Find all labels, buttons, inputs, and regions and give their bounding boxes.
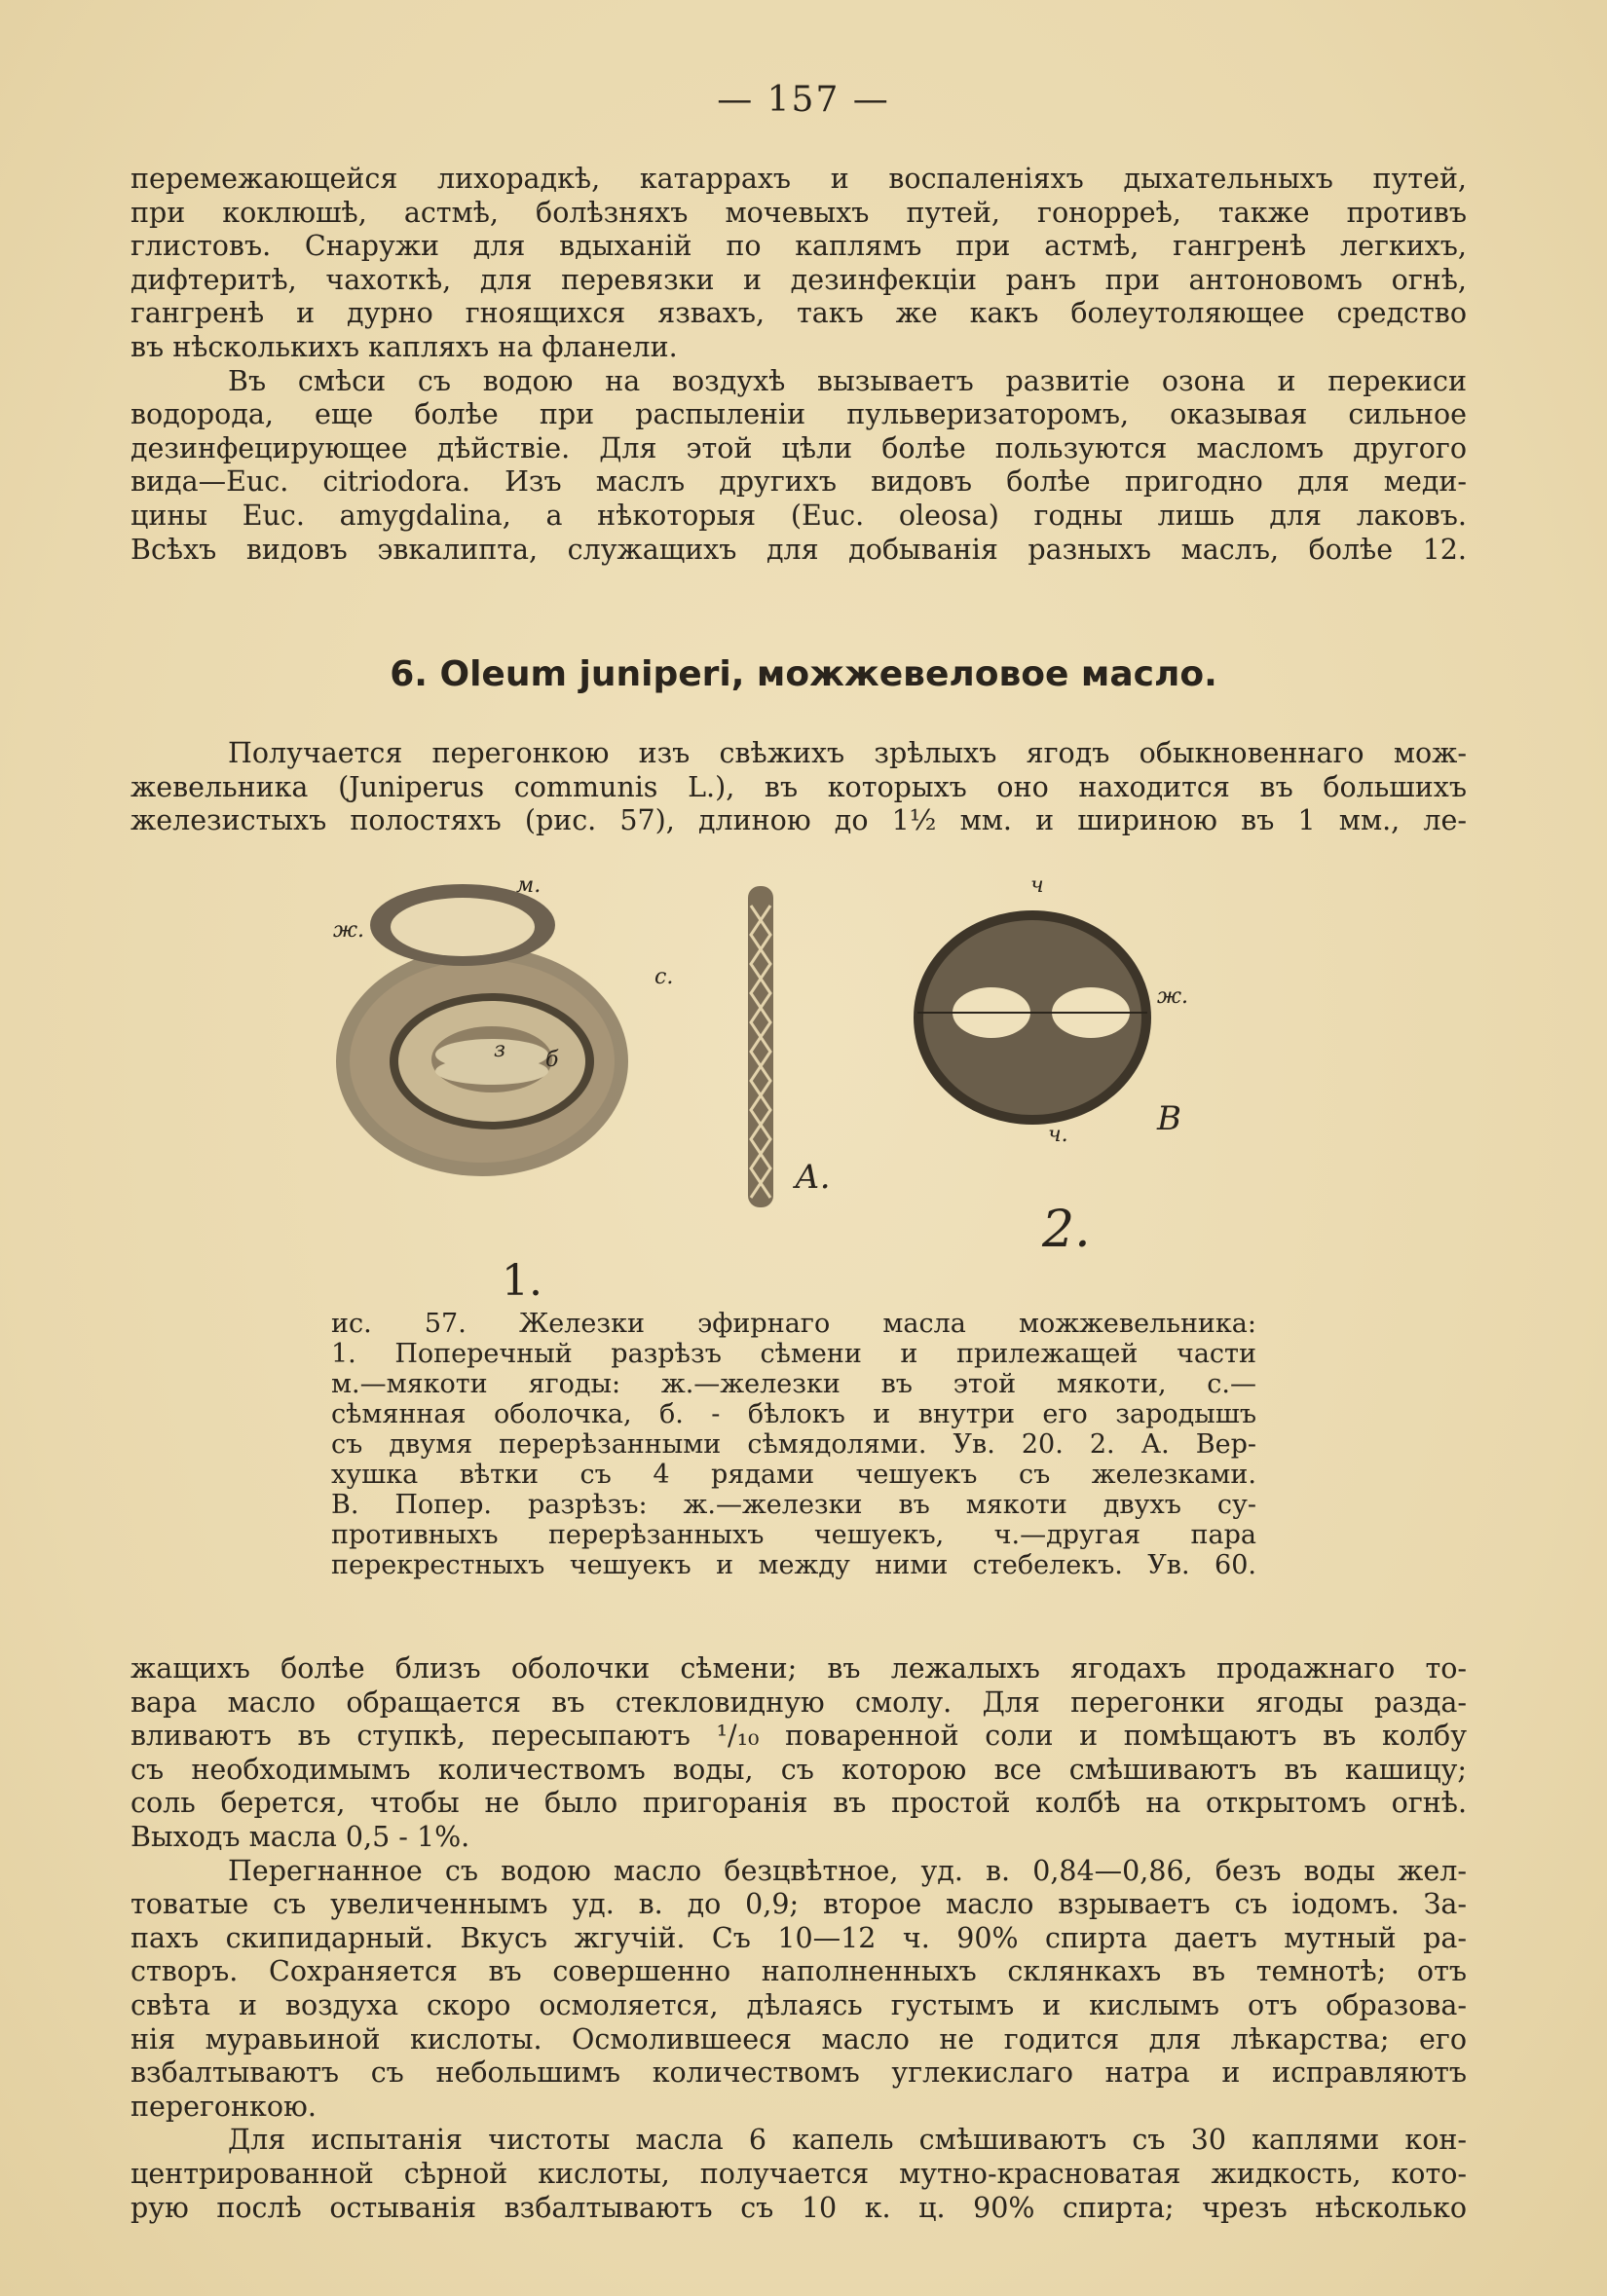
text-line: вида—Euc. citriodora. Изъ маслъ другихъ видовъ болѣе пригодно для меди- (131, 465, 1467, 499)
caption-line: В. Попер. разрѣзъ: ж.—железки въ мякоти двухъ су- (331, 1490, 1256, 1520)
label-fig-number-1: 1. (502, 1256, 542, 1305)
caption-line: противныхъ перерѣзанныхъ чешуекъ, ч.—другая пара (331, 1520, 1256, 1550)
caption-line: 1. Поперечный разрѣзъ сѣмени и прилежащей части (331, 1339, 1256, 1369)
figure-caption (331, 1309, 1256, 1580)
paragraph-obtaining (131, 737, 1467, 838)
text-line: Получается перегонкою изъ свѣжихъ зрѣлыхъ ягодъ обыкновеннаго мож- (228, 737, 1467, 769)
label-fig1-s: с. (654, 965, 674, 989)
caption-line: ис. 57. Железки эфирнаго масла можжевельника: (331, 1309, 1256, 1339)
caption-line: перекрестныхъ чешуекъ и между ними стебелекъ. Ув. 60. (331, 1550, 1256, 1580)
figure-B-scale-section (914, 910, 1151, 1125)
text-line: вара масло обращается въ стекловидную смолу. Для перегонки ягоды разда- (131, 1685, 1467, 1719)
paragraph-glands-and-distillation (131, 1652, 1467, 2225)
text-line: Выходъ масла 0,5 - 1%. (131, 1820, 470, 1853)
text-line: створъ. Сохраняется въ совершенно наполненныхъ склянкахъ въ темнотѣ; отъ (131, 1955, 1467, 1988)
text-line: Всѣхъ видовъ эвкалипта, служащихъ для добыванія разныхъ маслъ, болѣе 12. (131, 533, 1467, 566)
text-line: перемежающейся лихорадкѣ, катаррахъ и воспаленіяхъ дыхательныхъ путей, (131, 163, 1467, 195)
text-line: дифтеритѣ, чахоткѣ, для перевязки и дезинфекціи ранъ при антоновомъ огнѣ, (131, 263, 1467, 296)
text-line: жевельника (Juniperus communis L.), въ которыхъ оно находится въ большихъ (131, 770, 1467, 803)
text-line: железистыхъ полостяхъ (рис. 57), длиною до 1½ мм. и шириною въ 1 мм., ле- (131, 804, 1467, 837)
text-line: вливаютъ въ ступкѣ, пересыпаютъ ¹/₁₀ поваренной соли и помѣщаютъ въ колбу (131, 1720, 1467, 1753)
section-heading: 6. Oleum juniperi, можжевеловое масло. (390, 654, 1217, 694)
text-line: пахъ скипидарный. Вкусъ жгучій. Съ 10—12 ч. 90% спирта даетъ мутный ра- (131, 1921, 1467, 1954)
figure-57-illustration (321, 867, 1295, 1305)
label-fig2-ch-top: ч (1030, 873, 1044, 898)
text-line: жащихъ болѣе близъ оболочки сѣмени; въ лежалыхъ ягодахъ продажнаго то- (131, 1652, 1467, 1685)
label-fig1-b: б (545, 1048, 559, 1072)
text-line: Въ смѣси съ водою на воздухѣ вызываетъ развитіе озона и перекиси (228, 364, 1467, 397)
text-line: центрированной сѣрной кислоты, получается мутно-красноватая жидкость, кото- (131, 2157, 1467, 2190)
text-line: съ необходимымъ количествомъ воды, съ которою все смѣшиваютъ въ кашицу; (131, 1753, 1467, 1786)
text-line: въ нѣсколькихъ капляхъ на фланели. (131, 330, 678, 363)
label-fig1-z: з (494, 1038, 505, 1062)
caption-line: хушка вѣтки съ 4 рядами чешуекъ съ железками. (331, 1460, 1256, 1490)
label-fig1-m: м. (516, 873, 542, 898)
text-line: Для испытанія чистоты масла 6 капель смѣшиваютъ съ 30 каплями кон- (228, 2124, 1467, 2157)
text-line: дезинфецирующее дѣйствіе. Для этой цѣли болѣе пользуются масломъ другого (131, 431, 1467, 464)
text-line: водорода, еще болѣе при распыленіи пульверизаторомъ, оказывая сильное (131, 398, 1467, 431)
figure-1-seed-section (336, 884, 628, 1176)
label-fig2-zh: ж. (1157, 984, 1189, 1009)
paragraph-indications (131, 163, 1467, 567)
caption-line: съ двумя перерѣзанными сѣмядолями. Ув. 20. 2. А. Вер- (331, 1429, 1256, 1460)
label-fig2-ch-bottom: ч. (1048, 1123, 1068, 1147)
page-number: — 157 — (717, 80, 890, 120)
text-line: товатые съ увеличеннымъ уд. в. до 0,9; второе масло взрываетъ съ іодомъ. За- (131, 1888, 1467, 1921)
caption-line: м.—мякоти ягоды: ж.—железки въ этой мякоти, с.— (331, 1369, 1256, 1399)
text-line: нія муравьиной кислоты. Осмолившееся масло не годится для лѣкарства; его (131, 2022, 1467, 2055)
text-line: соль берется, чтобы не было пригоранія въ простой колбѣ на открытомъ огнѣ. (131, 1787, 1467, 1820)
text-line: гангренѣ и дурно гноящихся язвахъ, такъ же какъ болеутоляющее средство (131, 297, 1467, 330)
text-line: свѣта и воздуха скоро осмоляется, дѣлаясь густымъ и кислымъ отъ образова- (131, 1988, 1467, 2021)
text-line: взбалтываютъ съ небольшимъ количествомъ углекислаго натра и исправляютъ (131, 2056, 1467, 2090)
label-fig-A: А. (795, 1158, 831, 1197)
caption-line: сѣмянная оболочка, б. - бѣлокъ и внутри его зародышъ (331, 1399, 1256, 1429)
text-line: цины Euc. amygdalina, а нѣкоторыя (Euc. oleosa) годны лишь для лаковъ. (131, 499, 1467, 532)
text-line: перегонкою. (131, 2090, 317, 2123)
label-fig-number-2: 2. (1042, 1201, 1091, 1259)
label-fig2-B: В (1157, 1099, 1181, 1138)
text-line: рую послѣ остыванія взбалтываютъ съ 10 к. ц. 90% спирта; чрезъ нѣсколько (131, 2191, 1467, 2224)
text-line: глистовъ. Снаружи для вдыханій по каплямъ при астмѣ, гангренѣ легкихъ, (131, 230, 1467, 263)
text-line: Перегнанное съ водою масло безцвѣтное, уд. в. 0,84—0,86, безъ воды жел- (228, 1854, 1467, 1887)
text-line: при коклюшѣ, астмѣ, болѣзняхъ мочевыхъ путей, гонорреѣ, также противъ (131, 196, 1467, 229)
figure-A-branch-tip (748, 886, 773, 1207)
label-fig1-zh: ж. (333, 918, 365, 943)
